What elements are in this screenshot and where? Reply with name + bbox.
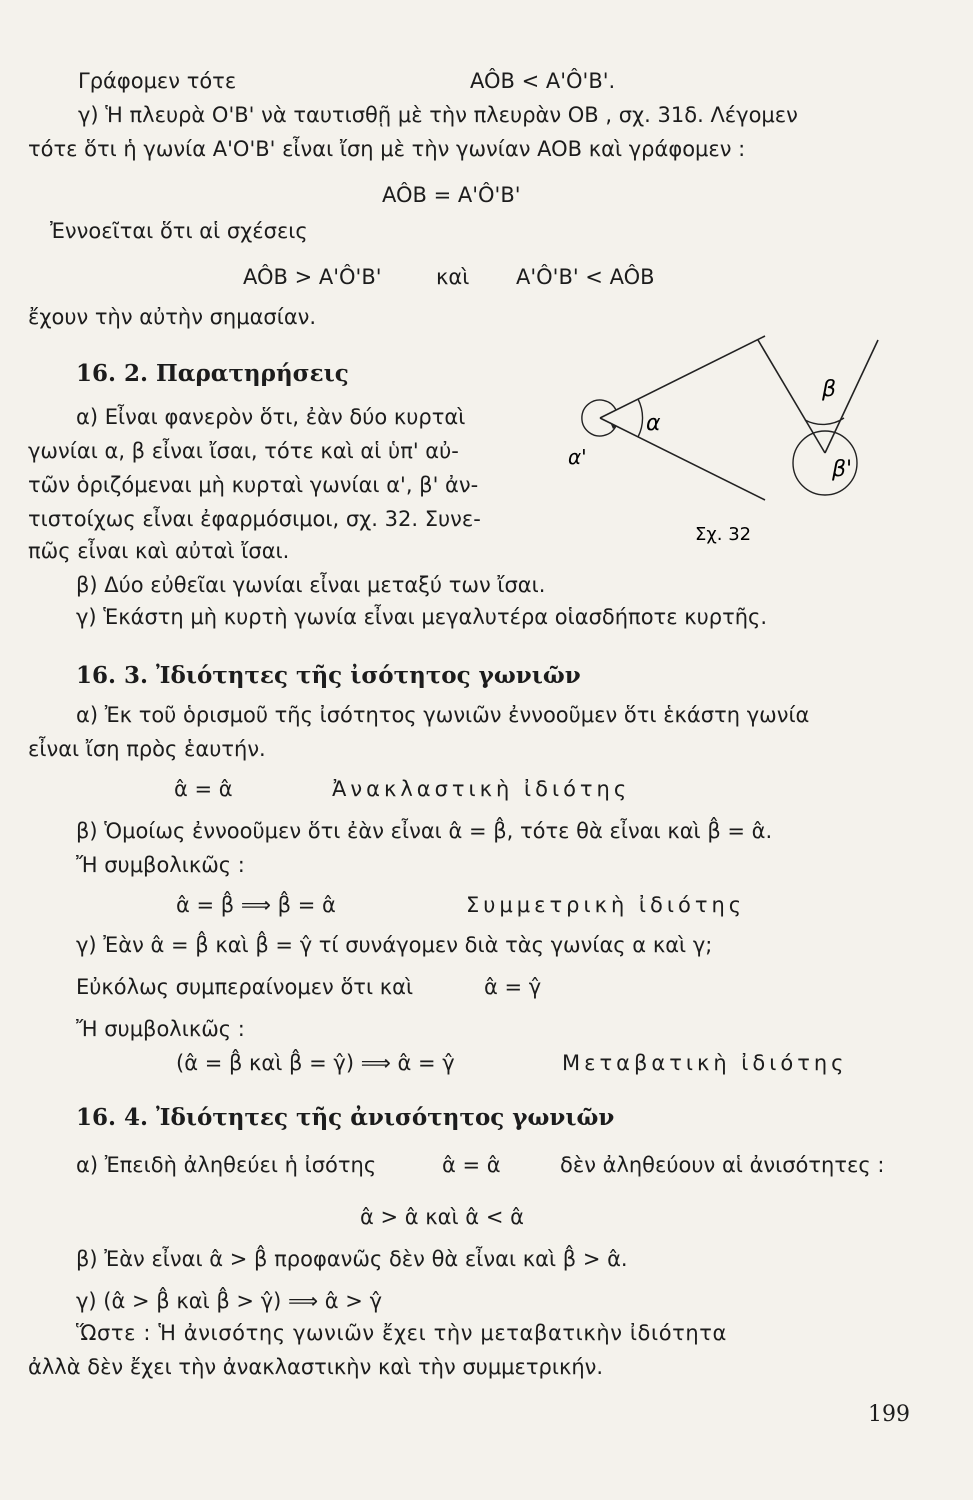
text-line: γ) Ἐὰν α̂ = β̂ καὶ β̂ = γ̂ τί συνάγομεν διὰ τὰς γωνίας α καὶ γ; — [76, 933, 713, 957]
text-line: δὲν ἀληθεύουν αἱ ἀνισότητες : — [560, 1153, 885, 1177]
formula: AÔB > A'Ô'B' — [243, 265, 382, 289]
text-line: εἶναι ἴση πρὸς ἑαυτήν. — [28, 737, 266, 761]
formula: α̂ = β̂ ⟹ β̂ = α̂ — [176, 893, 336, 917]
property-name: Ἀνακλαστικὴ ἰδιότης — [332, 777, 631, 801]
text-line: Γράφομεν τότε — [78, 69, 237, 93]
text-line: α) Ἐκ τοῦ ὁρισμοῦ τῆς ἰσότητος γωνιῶν ἐννοοῦμεν ὅτι ἑκάστη γωνία — [76, 703, 810, 727]
text-line: Ἤ συμβολικῶς : — [76, 1017, 245, 1041]
section-heading: 16. 2. Παρατηρήσεις — [76, 360, 349, 387]
text-line: τῶν ὁριζόμεναι μὴ κυρταὶ γωνίαι α', β' ἀν- — [28, 473, 479, 497]
formula: α̂ > α̂ καὶ α̂ < α̂ — [360, 1205, 524, 1229]
page-number: 199 — [868, 1402, 910, 1427]
text-line: β) Δύο εὐθεῖαι γωνίαι εἶναι μεταξύ των ἴσαι. — [76, 573, 546, 597]
text-line: Ἤ συμβολικῶς : — [76, 853, 245, 877]
property-name: Συμμετρικὴ ἰδιότης — [466, 893, 746, 917]
property-name: Μεταβατικὴ ἰδιότης — [562, 1051, 848, 1075]
text-line: α) Ἐπειδὴ ἀληθεύει ἡ ἰσότης — [76, 1153, 377, 1177]
text-line: γ) Ἑκάστη μὴ κυρτὴ γωνία εἶναι μεγαλυτέρα οἱασδήποτε κυρτῆς. — [76, 605, 768, 629]
figure-caption: Σχ. 32 — [695, 524, 752, 545]
angle-ray — [600, 336, 765, 418]
text-line: Ὥστε : Ἡ ἀνισότης γωνιῶν ἔχει τὴν μεταβατικὴν ἰδιότητα — [76, 1321, 727, 1345]
formula: α̂ = α̂ — [442, 1153, 501, 1177]
text-line: Ἐννοεῖται ὅτι αἱ σχέσεις — [50, 219, 308, 243]
text-line: πῶς εἶναι καὶ αὐταὶ ἴσαι. — [28, 539, 290, 563]
text-line: ἀλλὰ δὲν ἔχει τὴν ἀνακλαστικὴν καὶ τὴν συμμετρικήν. — [28, 1355, 604, 1379]
text-line: τότε ὅτι ἡ γωνία A'O'B' εἶναι ἴση μὲ τὴν γωνίαν AOB καὶ γράφομεν : — [28, 137, 746, 161]
text-line: ἔχουν τὴν αὐτὴν σημασίαν. — [28, 305, 317, 329]
section-heading: 16. 4. Ἰδιότητες τῆς ἀνισότητος γωνιῶν — [76, 1104, 615, 1131]
label-beta: β — [822, 377, 837, 402]
angle-arc-alpha — [638, 399, 643, 437]
angle-arc-alpha-prime — [582, 400, 616, 436]
formula: (α̂ = β̂ καὶ β̂ = γ̂) ⟹ α̂ = γ̂ — [176, 1051, 455, 1075]
formula: AÔB = A'Ô'B' — [382, 183, 521, 207]
text-line: γωνίαι α, β εἶναι ἴσαι, τότε καὶ αἱ ὑπ' αὐ- — [28, 439, 459, 463]
label-beta-prime: β' — [832, 457, 853, 482]
label-alpha: α — [646, 411, 661, 436]
figure-32 — [540, 318, 900, 558]
text-line: Εὐκόλως συμπεραίνομεν ὅτι καὶ — [76, 975, 414, 999]
text-line: α) Εἶναι φανερὸν ὅτι, ἐὰν δύο κυρταὶ — [76, 405, 466, 429]
formula: α̂ = γ̂ — [484, 975, 542, 999]
text-line: β) Ὁμοίως ἐννοοῦμεν ὅτι ἐὰν εἶναι α̂ = β̂, τότε θὰ εἶναι καὶ β̂ = α̂. — [76, 819, 773, 843]
angle-ray — [600, 418, 765, 500]
text-line: β) Ἐὰν εἶναι α̂ > β̂ προφανῶς δὲν θὰ εἶναι καὶ β̂ > α̂. — [76, 1247, 628, 1271]
text-line: γ) Ἡ πλευρὰ O'B' νὰ ταυτισθῇ μὲ τὴν πλευρὰν OB , σχ. 31δ. Λέγομεν — [78, 103, 798, 127]
formula: γ) (α̂ > β̂ καὶ β̂ > γ̂) ⟹ α̂ > γ̂ — [76, 1289, 382, 1313]
text-line: τιστοίχως εἶναι ἐφαρμόσιμοι, σχ. 32. Συνε- — [28, 507, 481, 531]
formula: AÔB < A'Ô'B'. — [470, 69, 616, 93]
section-heading: 16. 3. Ἰδιότητες τῆς ἰσότητος γωνιῶν — [76, 662, 581, 689]
text-line: καὶ — [436, 265, 470, 289]
formula: α̂ = α̂ — [174, 777, 233, 801]
formula: A'Ô'B' < AÔB — [516, 265, 655, 289]
angle-ray — [758, 340, 825, 453]
label-alpha-prime: α' — [568, 445, 587, 469]
